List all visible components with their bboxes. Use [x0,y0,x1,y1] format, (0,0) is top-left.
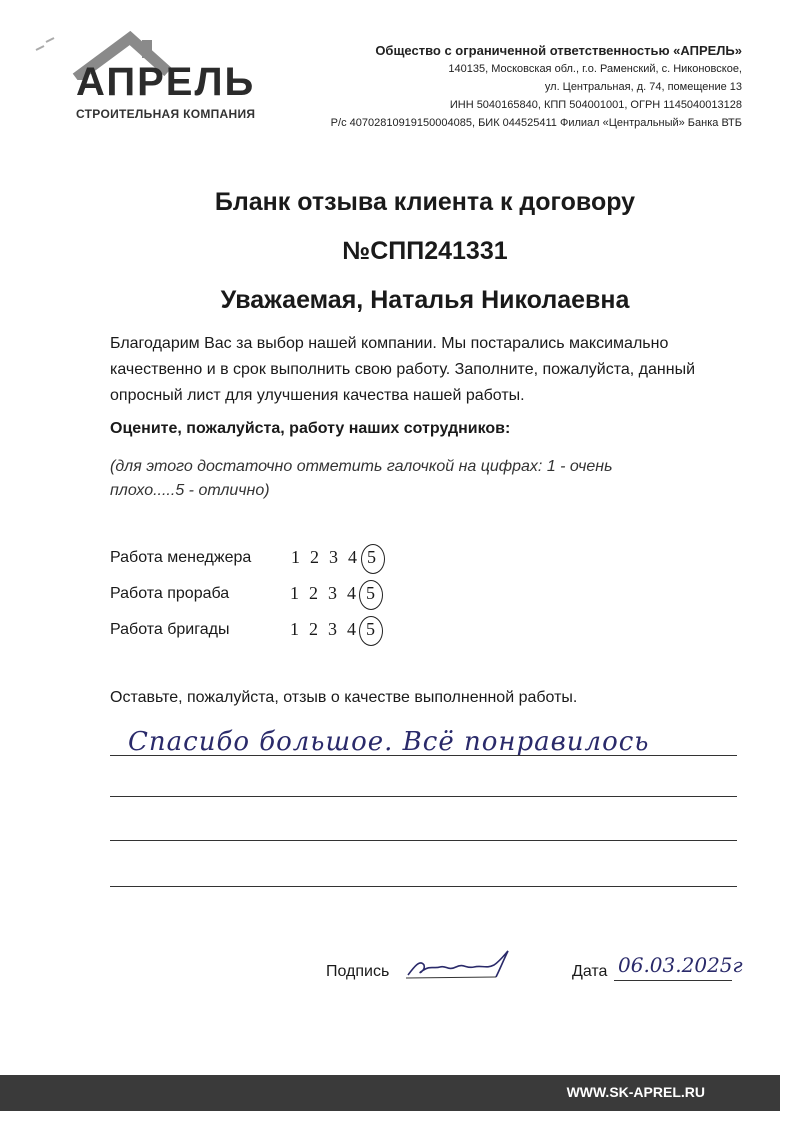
form-title: Бланк отзыва клиента к договору [214,188,636,216]
rating-option[interactable]: 4 [347,583,356,603]
date-label: Дата [572,963,608,980]
rating-option[interactable]: 4 [348,547,357,567]
rating-option[interactable]: 1 [291,547,300,567]
rating-option[interactable]: 4 [347,619,356,639]
rating-label-foreman: Работа прораба [110,585,230,602]
rating-option[interactable]: 3 [328,619,337,639]
company-ids: ИНН 5040165840, КПП 504001001, ОГРН 1145040013128 [449,99,742,111]
rating-heading: Оцените, пожалуйста, работу наших сотрудников: [110,420,511,437]
greeting: Уважаемая, Наталья Николаевна [220,286,630,314]
feedback-line [110,796,737,797]
rating-option[interactable]: 2 [310,547,319,567]
company-address-1: 140135, Московская обл., г.о. Раменский, с. Никоновское, [448,63,742,75]
rating-option[interactable]: 1 [290,619,299,639]
feedback-handwritten-text[interactable]: Спасибо большое. Всё понравилось [128,727,650,757]
rating-label-manager: Работа менеджера [110,549,252,566]
rating-label-crew: Работа бригады [110,621,230,638]
selected-circle-mark [361,544,385,574]
feedback-line [110,886,737,887]
rating-option-selected[interactable]: 5 [366,583,375,603]
intro-paragraph: Благодарим Вас за выбор нашей компании. Мы постарались максимально качественно и в срок выполнить свою работу. Заполните, пожалуйста, данный опросный лист для улучшения качества нашей работы. [110,335,696,404]
rating-option[interactable]: 2 [309,583,318,603]
feedback-line [110,840,737,841]
logo-name: АПРЕЛЬ [76,60,256,104]
selected-circle-mark [359,580,383,610]
date-value[interactable]: 06.03.2025г [618,953,743,977]
signature-label: Подпись [326,963,390,980]
feedback-line [110,755,737,756]
company-address-2: ул. Центральная, д. 74, помещение 13 [544,81,742,93]
company-name: Общество с ограниченной ответственностью «АПРЕЛЬ» [375,43,742,58]
date-line [614,980,732,981]
footer-website-link[interactable]: WWW.SK-APREL.RU [566,1084,705,1100]
rating-option[interactable]: 3 [329,547,338,567]
rating-option[interactable]: 2 [309,619,318,639]
selected-circle-mark [359,616,383,646]
company-info [331,42,742,132]
company-bank: Р/с 40702810919150004085, БИК 044525411 Филиал «Центральный» Банка ВТБ [330,117,742,129]
feedback-label: Оставьте, пожалуйста, отзыв о качестве выполненной работы. [110,689,578,706]
rating-hint: (для этого достаточно отметить галочкой на цифрах: 1 - очень плохо.....5 - отлично) [110,458,613,499]
signature-mark [404,945,524,985]
rating-option-selected[interactable]: 5 [367,547,376,567]
rating-option-selected[interactable]: 5 [366,619,375,639]
contract-number: №СПП241331 [342,237,508,265]
rating-option[interactable]: 1 [290,583,299,603]
rating-option[interactable]: 3 [328,583,337,603]
logo-subtitle: СТРОИТЕЛЬНАЯ КОМПАНИЯ [76,107,256,121]
